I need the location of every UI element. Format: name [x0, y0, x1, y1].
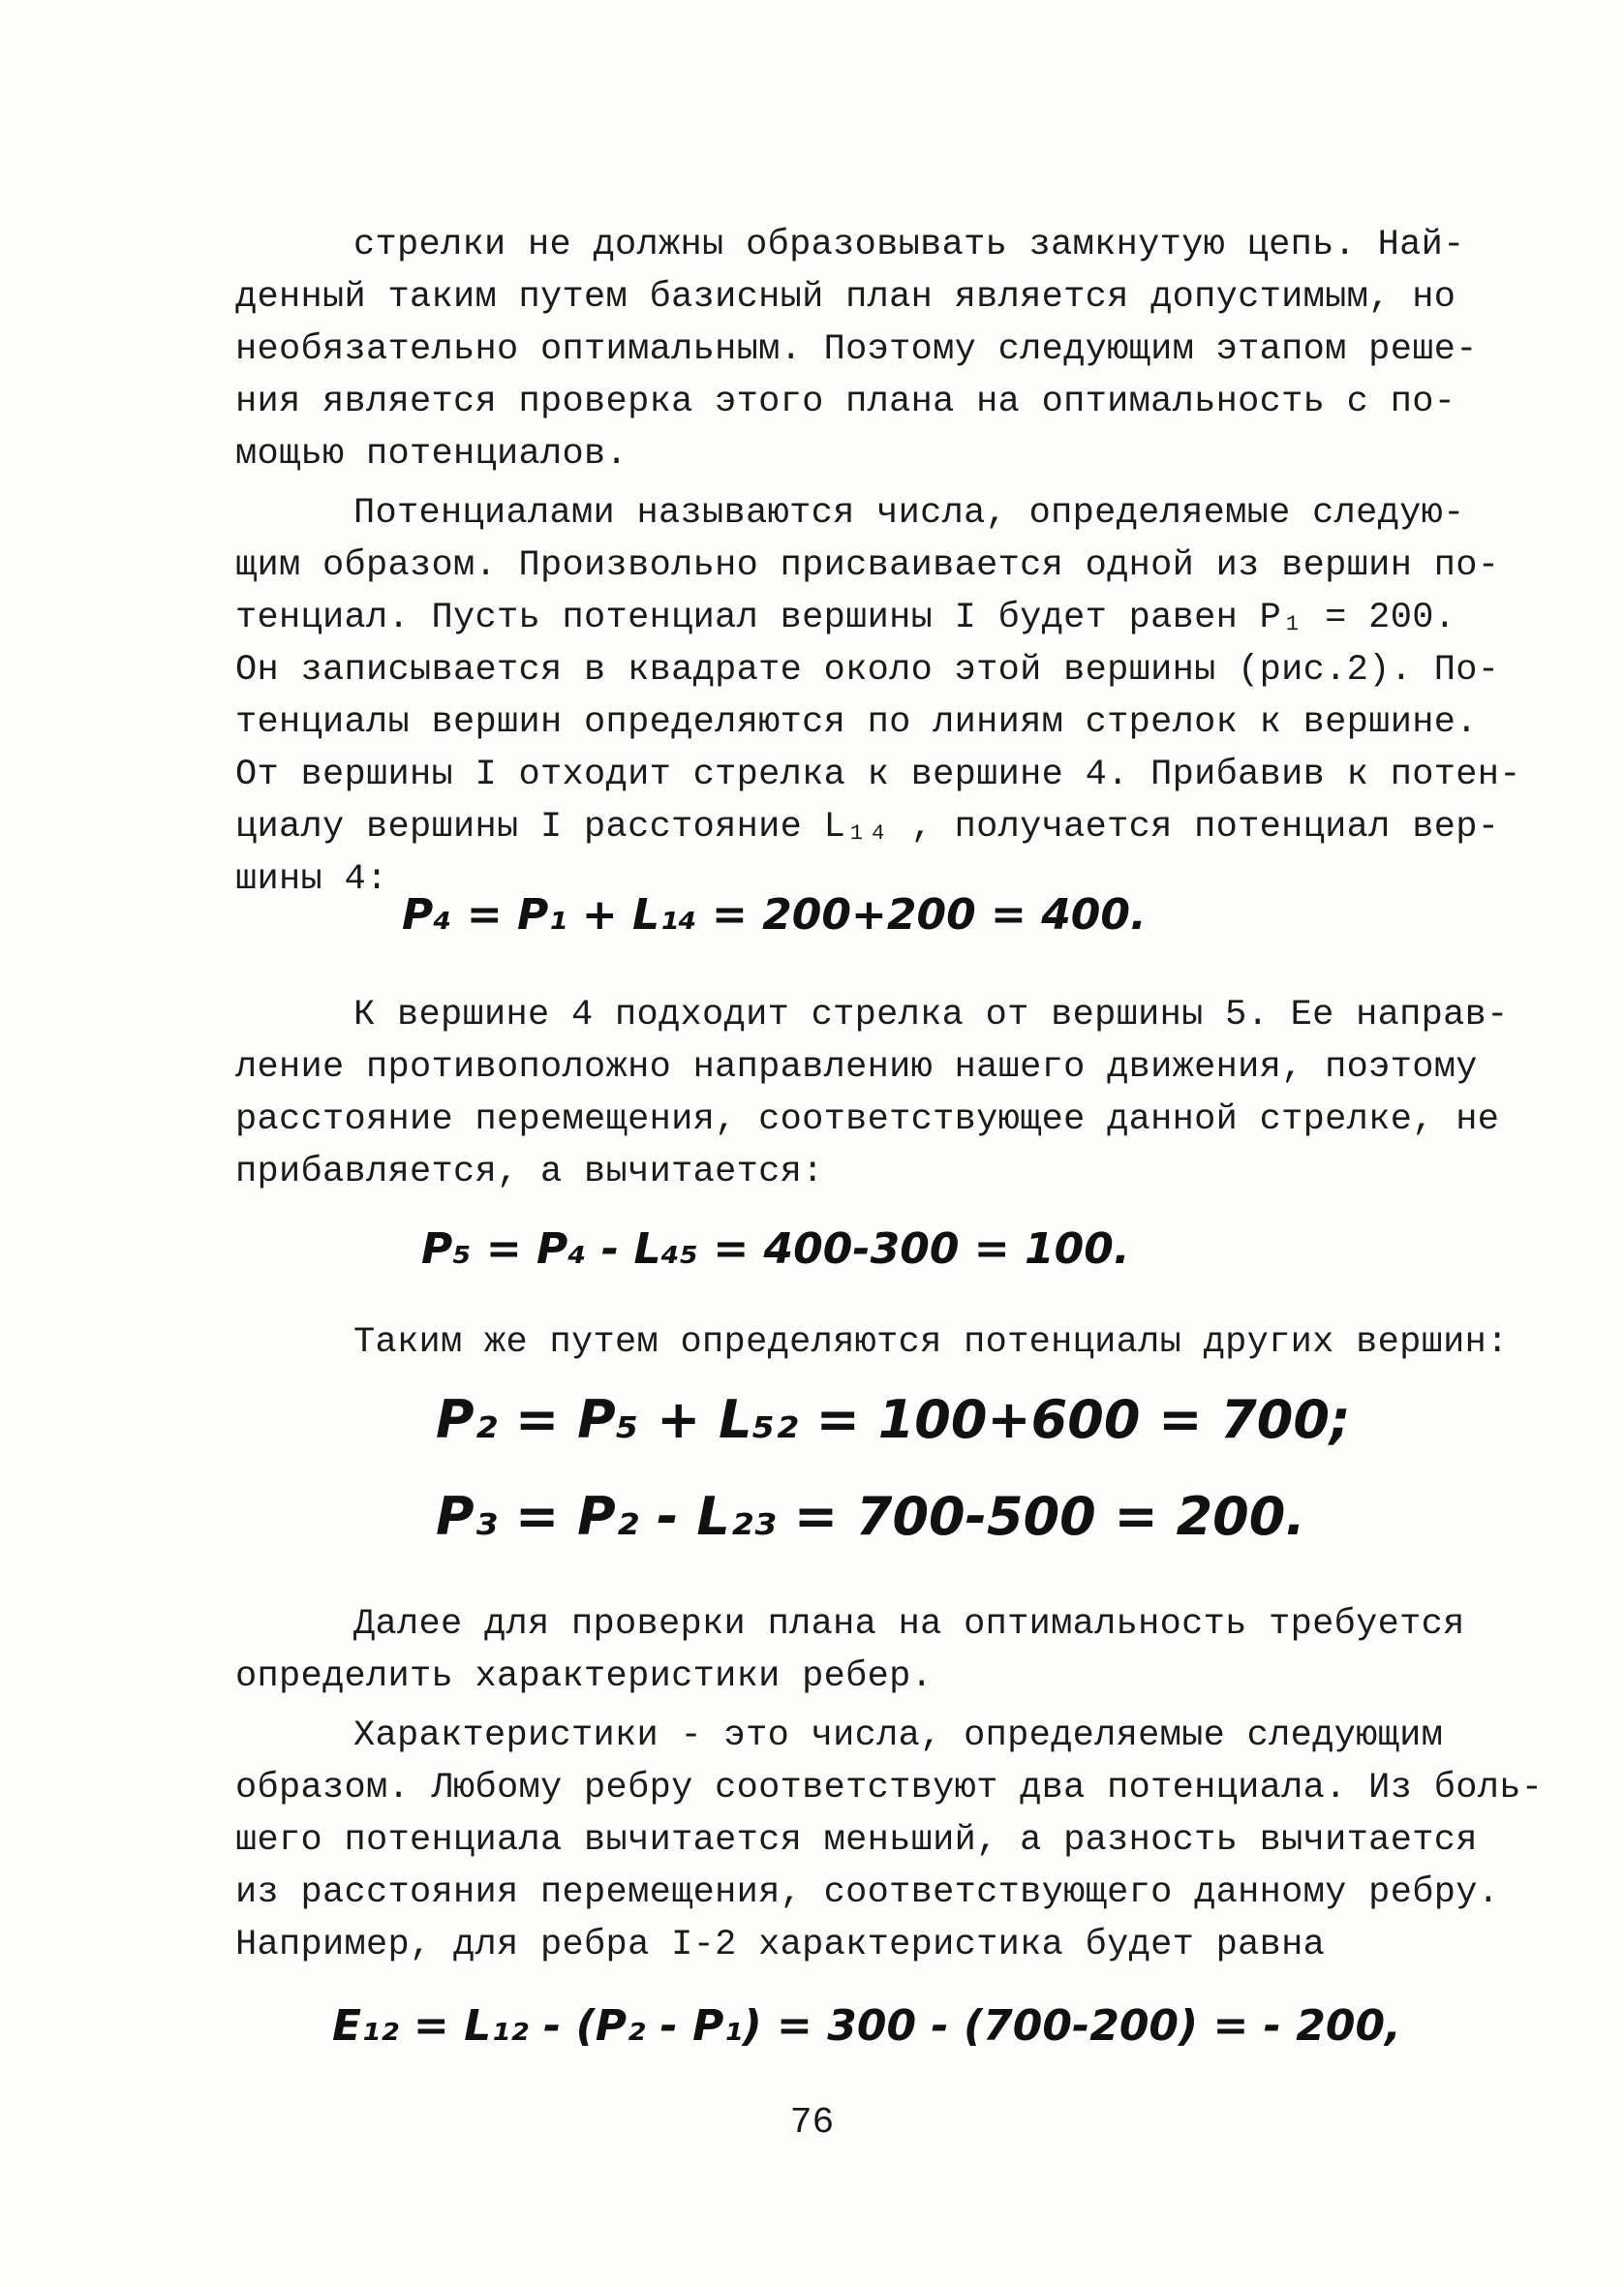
paragraph-6-line-4: из расстояния перемещения, соответствующего данному ребру.: [235, 1872, 1500, 1913]
paragraph-2-line-1: Потенциалами называются числа, определяемые следую-: [353, 493, 1465, 534]
paragraph-2-line-2: щим образом. Произвольно присваивается одной из вершин по-: [235, 545, 1500, 586]
paragraph-1-line-2: денный таким путем базисный план является допустимым, но: [235, 277, 1456, 318]
paragraph-1-line-1: стрелки не должны образовывать замкнутую цепь. Най-: [353, 225, 1465, 265]
formula-potential-5: P₅ = P₄ - L₄₅ = 400-300 = 100.: [421, 1224, 1130, 1274]
paragraph-1-line-5: мощью потенциалов.: [235, 434, 628, 475]
formula-potential-2: P₂ = P₅ + L₅₂ = 100+600 = 700;: [436, 1389, 1351, 1450]
paragraph-2-line-3: тенциал. Пусть потенциал вершины I будет равен P₁ = 200.: [235, 598, 1456, 638]
paragraph-6-line-3: шего потенциала вычитается меньший, а разность вычитается: [235, 1820, 1478, 1861]
paragraph-5-line-2: определить характеристики ребер.: [235, 1656, 934, 1697]
paragraph-2-line-7: циалу вершины I расстояние L₁₄ , получается потенциал вер-: [235, 807, 1500, 848]
formula-characteristic-1-2: E₁₂ = L₁₂ - (P₂ - P₁) = 300 - (700-200) = - 200,: [332, 2001, 1401, 2051]
paragraph-1-line-3: необязательно оптимальным. Поэтому следующим этапом реше-: [235, 329, 1478, 370]
paragraph-3-line-1: К вершине 4 подходит стрелка от вершины 5. Ее направ-: [353, 995, 1509, 1035]
formula-potential-3: P₃ = P₂ - L₂₃ = 700-500 = 200.: [436, 1486, 1305, 1547]
paragraph-3-line-4: прибавляется, а вычитается:: [235, 1152, 824, 1192]
paragraph-4-line-1: Таким же путем определяются потенциалы других вершин:: [353, 1322, 1509, 1363]
paragraph-6-line-1: Характеристики - это числа, определяемые следующим: [353, 1715, 1444, 1756]
paragraph-6-line-2: образом. Любому ребру соответствуют два потенциала. Из боль-: [235, 1768, 1544, 1808]
formula-potential-4: P₄ = P₁ + L₁₄ = 200+200 = 400.: [402, 890, 1147, 940]
page-number: 76: [789, 2102, 835, 2144]
paragraph-2-line-5: тенциалы вершин определяются по линиям стрелок к вершине.: [235, 702, 1478, 743]
paragraph-6-line-5: Например, для ребра I-2 характеристика будет равна: [235, 1925, 1326, 1965]
paragraph-2-line-6: От вершины I отходит стрелка к вершине 4. Прибавив к потен-: [235, 755, 1521, 795]
paragraph-3-line-3: расстояние перемещения, соответствующее данной стрелке, не: [235, 1099, 1500, 1140]
paragraph-2-line-8: шины 4:: [235, 859, 388, 900]
paragraph-3-line-2: ление противоположно направлению нашего движения, поэтому: [235, 1047, 1478, 1088]
paragraph-1-line-4: ния является проверка этого плана на оптимальность с по-: [235, 382, 1456, 422]
paragraph-5-line-1: Далее для проверки плана на оптимальность требуется: [353, 1604, 1465, 1645]
paragraph-2-line-4: Он записывается в квадрате около этой вершины (рис.2). По-: [235, 650, 1500, 691]
